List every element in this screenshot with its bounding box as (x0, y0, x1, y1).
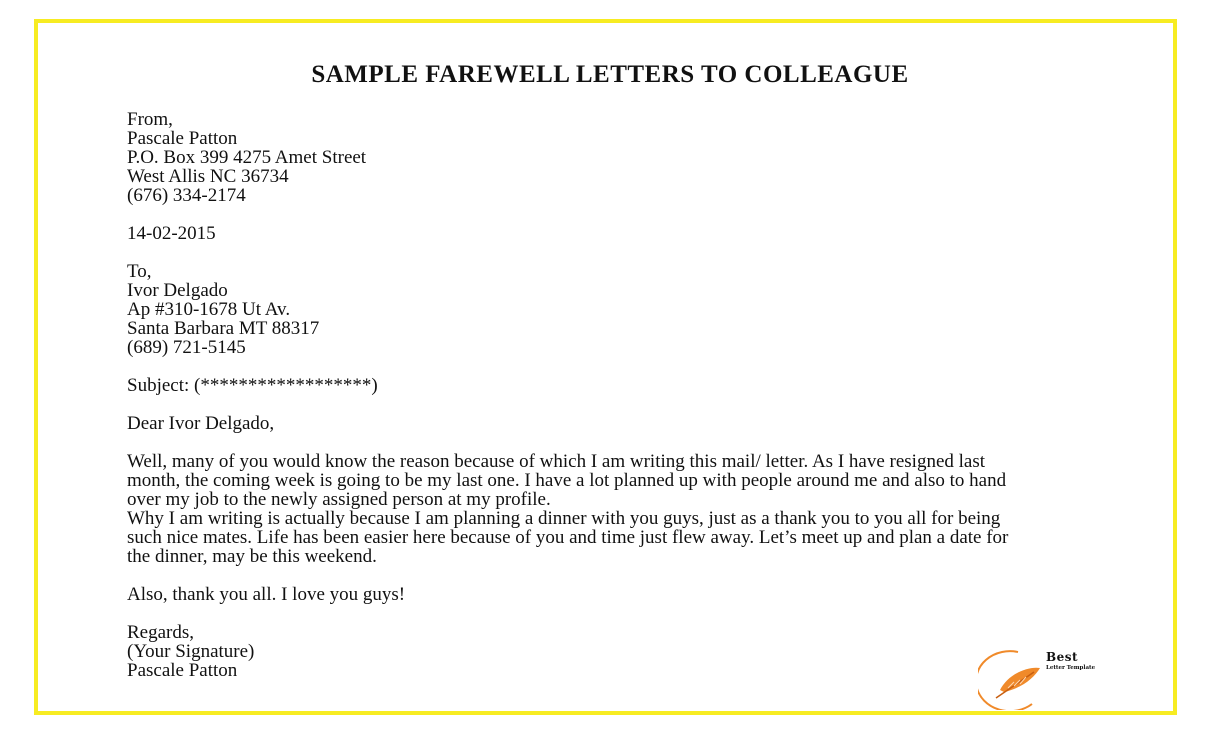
salutation-block (127, 414, 1137, 433)
letter-body (127, 110, 1137, 699)
signoff-name: Pascale Patton (127, 660, 238, 681)
subject-block (127, 376, 1137, 395)
document-title: SAMPLE FAREWELL LETTERS TO COLLEAGUE (311, 61, 909, 88)
salutation: Dear Ivor Delgado, (127, 413, 275, 434)
logo-subtitle: Letter Template (1046, 665, 1096, 671)
sender-phone: (676) 334-2174 (127, 185, 246, 206)
recipient-address-line-2: Santa Barbara MT 88317 (127, 318, 320, 339)
regards: Regards, (127, 622, 195, 643)
to-heading: To, (127, 261, 152, 282)
body-paragraphs (127, 452, 1027, 566)
sender-block (127, 110, 1137, 205)
quill-feather-icon (996, 668, 1040, 698)
sender-address-line-1: P.O. Box 399 4275 Amet Street (127, 147, 367, 168)
subject-line: Subject: (******************) (127, 375, 378, 396)
recipient-block (127, 262, 1137, 357)
sender-address-line-2: West Allis NC 36734 (127, 166, 289, 187)
recipient-phone: (689) 721-5145 (127, 337, 246, 358)
date-block (127, 224, 1137, 243)
logo-word-best: Best (1046, 650, 1079, 664)
recipient-name: Ivor Delgado (127, 280, 228, 301)
closing-line: Also, thank you all. I love you guys! (127, 584, 406, 605)
body-paragraph-1: Well, many of you would know the reason because of which I am writing this mail/ letter. As I have resigned last month, the coming week is going to be my last one. I have a lot planned up with people around me and also to hand over my job to the newly assigned person at my profile. (127, 451, 1007, 510)
sender-name: Pascale Patton (127, 128, 238, 149)
body-paragraph-2: Why I am writing is actually because I am planning a dinner with you guys, just as a thank you to you all for being such nice mates. Life has been easier here because of you and time just flew away. Let’s meet up and plan a date for the dinner, may be this weekend. (127, 508, 1009, 567)
recipient-address-line-1: Ap #310-1678 Ut Av. (127, 299, 291, 320)
letter-date: 14-02-2015 (127, 223, 216, 244)
from-heading: From, (127, 109, 173, 130)
closing-block (127, 585, 1137, 604)
signature-placeholder: (Your Signature) (127, 641, 255, 662)
